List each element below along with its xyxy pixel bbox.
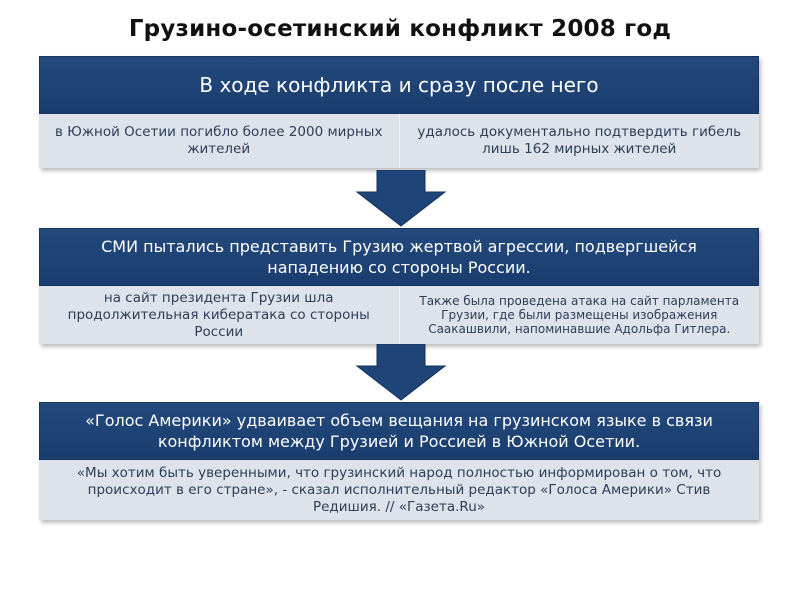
info-block-3 [39, 402, 759, 520]
block-2-heading: СМИ пытались представить Грузию жертвой агрессии, подвергшейся нападению со стороны России. [39, 228, 759, 286]
block-2-body [39, 286, 759, 344]
down-arrow-icon [355, 344, 447, 402]
info-block-1 [39, 56, 759, 168]
page-title: Грузино-осетинский конфликт 2008 год [128, 16, 672, 42]
block-1-right-text: удалось документально подтвердить гибель лишь 162 мирных жителей [399, 114, 760, 168]
block-3-quote-text: «Мы хотим быть уверенными, что грузинский народ полностью информирован о том, что происходит в его стране», - сказал исполнительный редактор «Голоса Америки» Стив Редишия. // «Газета.Ru» [76, 464, 722, 515]
block-1-left-text: в Южной Осетии погибло более 2000 мирных жителей [55, 124, 383, 157]
down-arrow-icon [355, 170, 447, 228]
block-3-heading: «Голос Америки» удваивает объем вещания на грузинском языке в связи конфликтом между Грузией и Россией в Южной Осетии. [39, 402, 759, 460]
block-1-body [39, 114, 759, 168]
block-2-left-text: на сайт президента Грузии шла продолжительная кибератака со стороны России [67, 289, 370, 340]
info-block-2 [39, 228, 759, 344]
block-2-right-text: Также была проведена атака на сайт парламента Грузии, где были размещены изображения Саакашвили, напоминавшие Адольфа Гитлера. [399, 286, 760, 344]
block-1-heading: В ходе конфликта и сразу после него [39, 56, 759, 114]
block-3-body [39, 460, 759, 520]
